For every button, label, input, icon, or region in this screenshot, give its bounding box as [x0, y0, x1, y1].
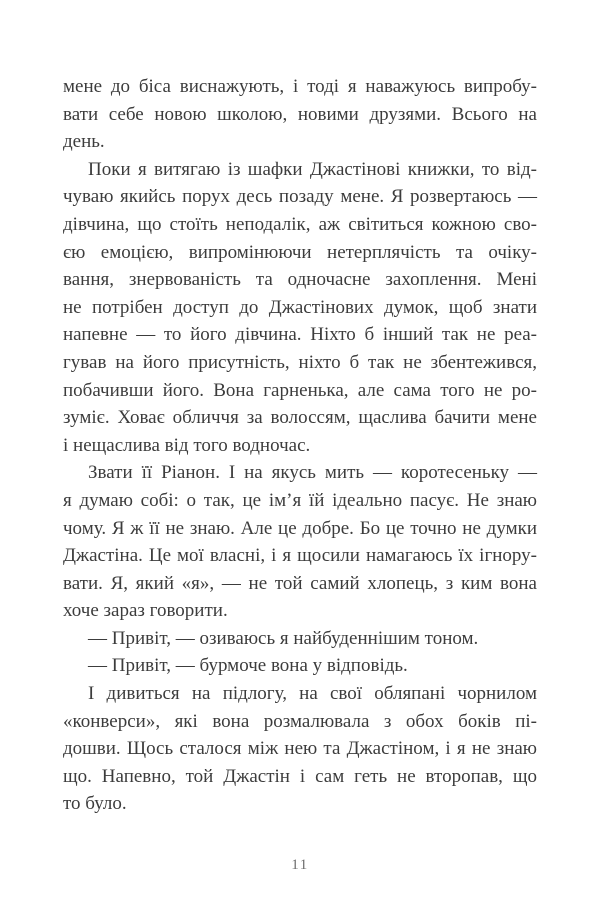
text-line: чому. Я ж її не знаю. Але це добре. Бо це точно не думки [63, 517, 537, 539]
text-line: зуміє. Ховає обличчя за волоссям, щаслива бачити мене [63, 407, 537, 429]
page-number: 11 [291, 857, 309, 873]
text-line: вати. Я, який «я», — не той самий хлопець, з ким вона [63, 572, 537, 594]
text-line: гував на його присутність, ніхто б так не збентежився, [63, 351, 537, 373]
text-line: — Привіт, — бурмоче вона у відповідь. [88, 655, 408, 677]
text-line: напевне — то його дівчина. Ніхто б інший так не реа- [63, 324, 537, 346]
text-line: мене до біса виснажують, і тоді я наважуюсь випробу- [63, 76, 537, 97]
text-line: я думаю собі: о так, це ім’я їй ідеально пасує. Не знаю [63, 489, 537, 511]
text-line: чуваю якийсь порух десь позаду мене. Я розвертаюсь — [63, 186, 537, 208]
text-line: вання, знервованість та одночасне захоплення. Мені [63, 269, 537, 291]
text-line: хоче зараз говорити. [63, 600, 228, 622]
page-text [63, 73, 537, 818]
text-line: то було. [63, 793, 127, 815]
text-line: побачивши його. Вона гарненька, але сама того не ро- [63, 379, 537, 401]
text-line: Звати її Ріанон. І на якусь мить — коротесеньку — [88, 462, 537, 484]
text-line: «конверси», які вона розмалювала з обох боків пі- [63, 710, 537, 732]
paragraph [63, 680, 537, 818]
paragraph [63, 652, 537, 680]
text-line: день. [63, 131, 105, 153]
text-line: Поки я витягаю із шафки Джастінові книжки, то від- [88, 158, 537, 180]
text-line: вати себе новою школою, новими друзями. Всього на [63, 103, 537, 125]
text-line: дівчина, що стоїть неподалік, аж світиться кожною сво- [63, 213, 537, 235]
text-line: що. Напевно, той Джастін і сам геть не второпав, що [63, 765, 537, 787]
paragraph [63, 625, 537, 653]
text-line: не потрібен доступ до Джастінових думок, щоб знати [63, 296, 537, 318]
paragraph [63, 459, 537, 625]
text-line: і нещаслива від того водночас. [63, 434, 311, 456]
paragraph [63, 156, 537, 460]
text-line: — Привіт, — озиваюсь я найбуденнішим тоном. [88, 627, 479, 649]
text-line: І дивиться на підлогу, на свої обляпані чорнилом [88, 683, 537, 705]
text-line: дошви. Щось сталося між нею та Джастіном, і я не знаю [63, 738, 537, 760]
paragraph [63, 73, 537, 156]
text-line: єю емоцією, випромінюючи нетерплячість та очіку- [63, 241, 537, 263]
text-line: Джастіна. Це мої власні, і я щосили намагаюсь їх ігнору- [63, 545, 537, 567]
